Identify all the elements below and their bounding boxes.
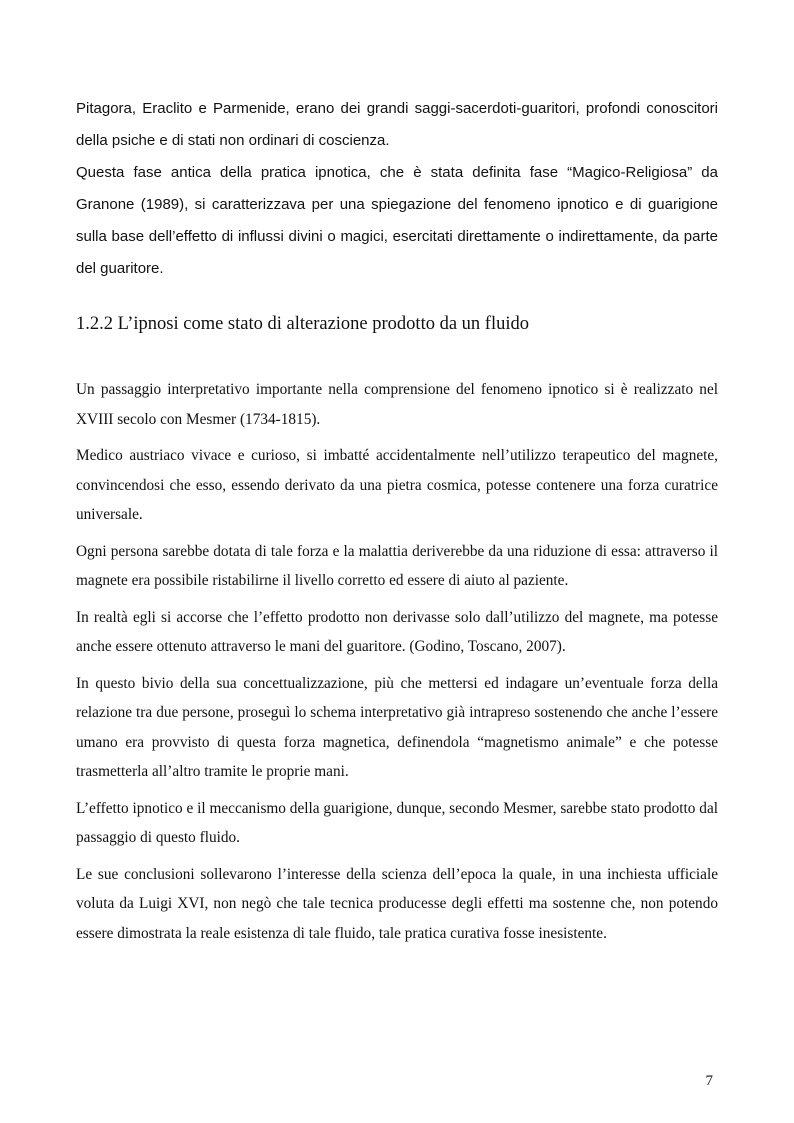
body-paragraph: Medico austriaco vivace e curioso, si imbatté accidentalmente nell’utilizzo terapeutico del magnete, convincendosi che esso, essendo derivato da una pietra cosmica, potesse contenere una forza curatrice universale. [76, 447, 718, 523]
body-paragraph: L’effetto ipnotico e il meccanismo della guarigione, dunque, secondo Mesmer, sarebbe stato prodotto dal passaggio di questo fluido. [76, 799, 718, 846]
body-paragraph: In questo bivio della sua concettualizzazione, più che mettersi ed indagare un’eventuale forza della relazione tra due persone, proseguì lo schema interpretativo già intrapreso sostenendo che anche l’essere umano era provvisto di questa forza magnetica, definendola “magnetismo animale” e che potesse trasmetterla all’altro tramite le proprie mani. [76, 674, 718, 780]
body-paragraph: In realtà egli si accorse che l’effetto prodotto non derivasse solo dall’utilizzo del magnete, ma potesse anche essere ottenuto attraverso le mani del guaritore. (Godino, Toscano, 2007). [76, 608, 718, 655]
section-heading: 1.2.2 L’ipnosi come stato di alterazione prodotto da un fluido [76, 314, 529, 334]
body-paragraph: Le sue conclusioni sollevarono l’interesse della scienza dell’epoca la quale, in una inchiesta ufficiale voluta da Luigi XVI, non negò che tale tecnica producesse degli effetti ma sostenne che, non potendo essere dimostrata la reale esistenza di tale fluido, tale pratica curativa fosse inesistente. [76, 865, 718, 942]
section-body [76, 375, 718, 955]
intro-paragraph: Questa fase antica della pratica ipnotica, che è stata definita fase “Magico-Religiosa” da Granone (1989), si caratterizzava per una spiegazione del fenomeno ipnotico e di guarigione sulla base dell’effetto di influssi divini o magici, esercitati direttamente o indirettamente, da parte del guaritore. [76, 164, 718, 277]
intro-paragraph: Pitagora, Eraclito e Parmenide, erano dei grandi saggi-sacerdoti-guaritori, profondi conoscitori della psiche e di stati non ordinari di coscienza. [76, 100, 718, 149]
page-number: 7 [705, 1073, 713, 1089]
body-paragraph: Un passaggio interpretativo importante nella comprensione del fenomeno ipnotico si è realizzato nel XVIII secolo con Mesmer (1734-1815). [76, 381, 718, 428]
body-paragraph: Ogni persona sarebbe dotata di tale forza e la malattia deriverebbe da una riduzione di essa: attraverso il magnete era possibile ristabilirne il livello corretto ed essere di aiuto al paziente. [76, 542, 718, 589]
intro-text-block [76, 93, 718, 285]
